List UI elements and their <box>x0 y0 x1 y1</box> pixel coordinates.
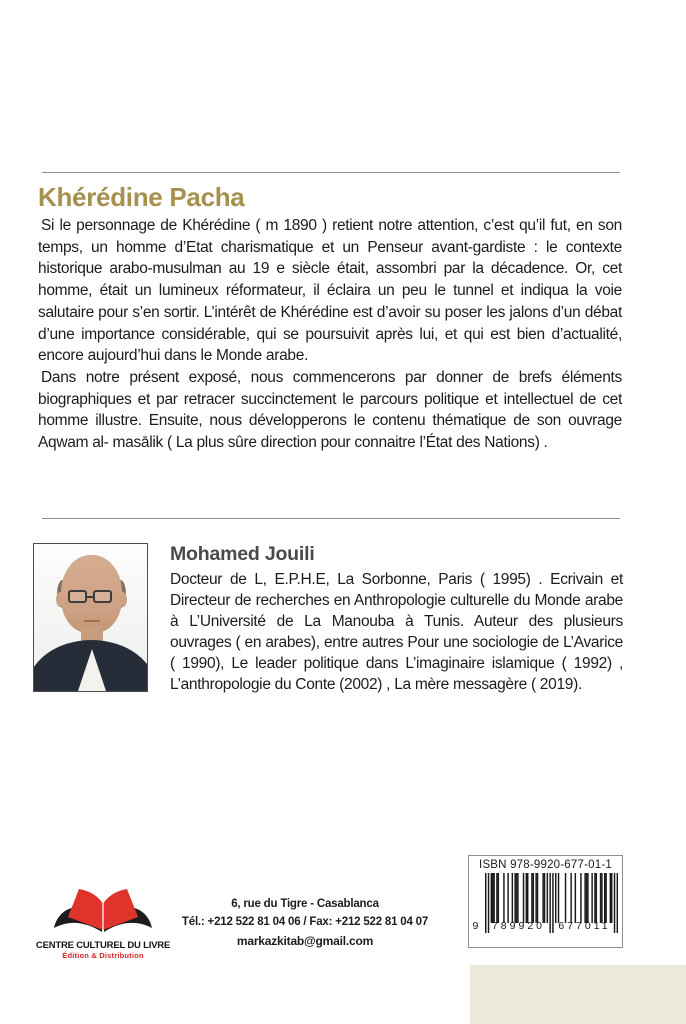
synopsis-paragraph-1: Si le personnage de Khérédine ( m 1890 ) retient notre attention, c’est qu’il fut, en son temps, un homme d’Etat charismatique et un Penseur avant-gardiste : le contexte historique arabo-musulman au 19 e siècle était, assombri par la décadence. Or, cet homme, était un lumineux réformateur, il éclaira un peu le tunnel et indiqua la voie salutaire pour s’en sortir. L’intérêt de Khérédine est d’avoir su poser les jalons d’un débat d’une importance considérable, qui se poursuivit après lui, et qui est bien d’actualité, encore aujourd’hui dans le Monde arabe. <box>38 217 622 365</box>
author-bio-block <box>170 543 623 695</box>
book-title: Khérédine Pacha <box>38 182 245 212</box>
author-section-divider <box>42 518 620 519</box>
synopsis-paragraph-2: Dans notre présent exposé, nous commencerons par donner de brefs éléments biographiques et par retracer succinctement le parcours politique et intellectuel de cet homme illustre. Ensuite, nous développerons le contenu thématique de son ouvrage Aqwam al- masālik ( La plus sûre direction pour connaitre l’État des Nations) . <box>38 368 622 452</box>
author-name: Mohamed Jouili <box>170 543 315 565</box>
synopsis <box>38 215 622 454</box>
isbn-label: ISBN 978-9920-677-01-1 <box>479 859 612 871</box>
barcode-digits-left: 789920 <box>491 920 546 932</box>
open-book-logo-icon <box>51 884 155 938</box>
barcode-digits-right: 677011 <box>558 920 611 932</box>
corner-color-block <box>470 965 686 1024</box>
author-photo <box>33 543 148 692</box>
author-bio-text: Docteur de L, E.P.H.E, La Sorbonne, Paris ( 1995) . Ecrivain et Directeur de recherches en Anthropologie culturelle du Monde arabe à L’Université de La Manouba à Tunis. Auteur des plusieurs ouvrages ( en arabes), entre autres Pour une sociologie de L’Avarice ( 1990), Le leader politique dans L’imaginaire islamique ( 1992) , L’anthropologie du Conte (2002) , La mère messagère ( 2019). <box>170 571 623 693</box>
barcode-digit-lead: 9 <box>472 920 479 932</box>
isbn-barcode-box <box>468 855 623 948</box>
publisher-name: CENTRE CULTUREL DU LIVRE <box>35 940 171 951</box>
publisher-phone-fax: Tél.: +212 522 81 04 06 / Fax: +212 522 81 04 07 <box>181 916 429 928</box>
publisher-contact <box>155 898 455 948</box>
glasses-icon <box>68 590 116 603</box>
publisher-tagline: Édition & Distribution <box>62 951 144 960</box>
photo-mouth <box>84 620 100 622</box>
publisher-email: markazkitab@gmail.com <box>236 934 374 948</box>
ean-barcode <box>472 873 620 933</box>
top-divider <box>42 172 620 173</box>
publisher-address: 6, rue du Tigre - Casablanca <box>231 898 379 910</box>
author-section <box>33 543 623 695</box>
